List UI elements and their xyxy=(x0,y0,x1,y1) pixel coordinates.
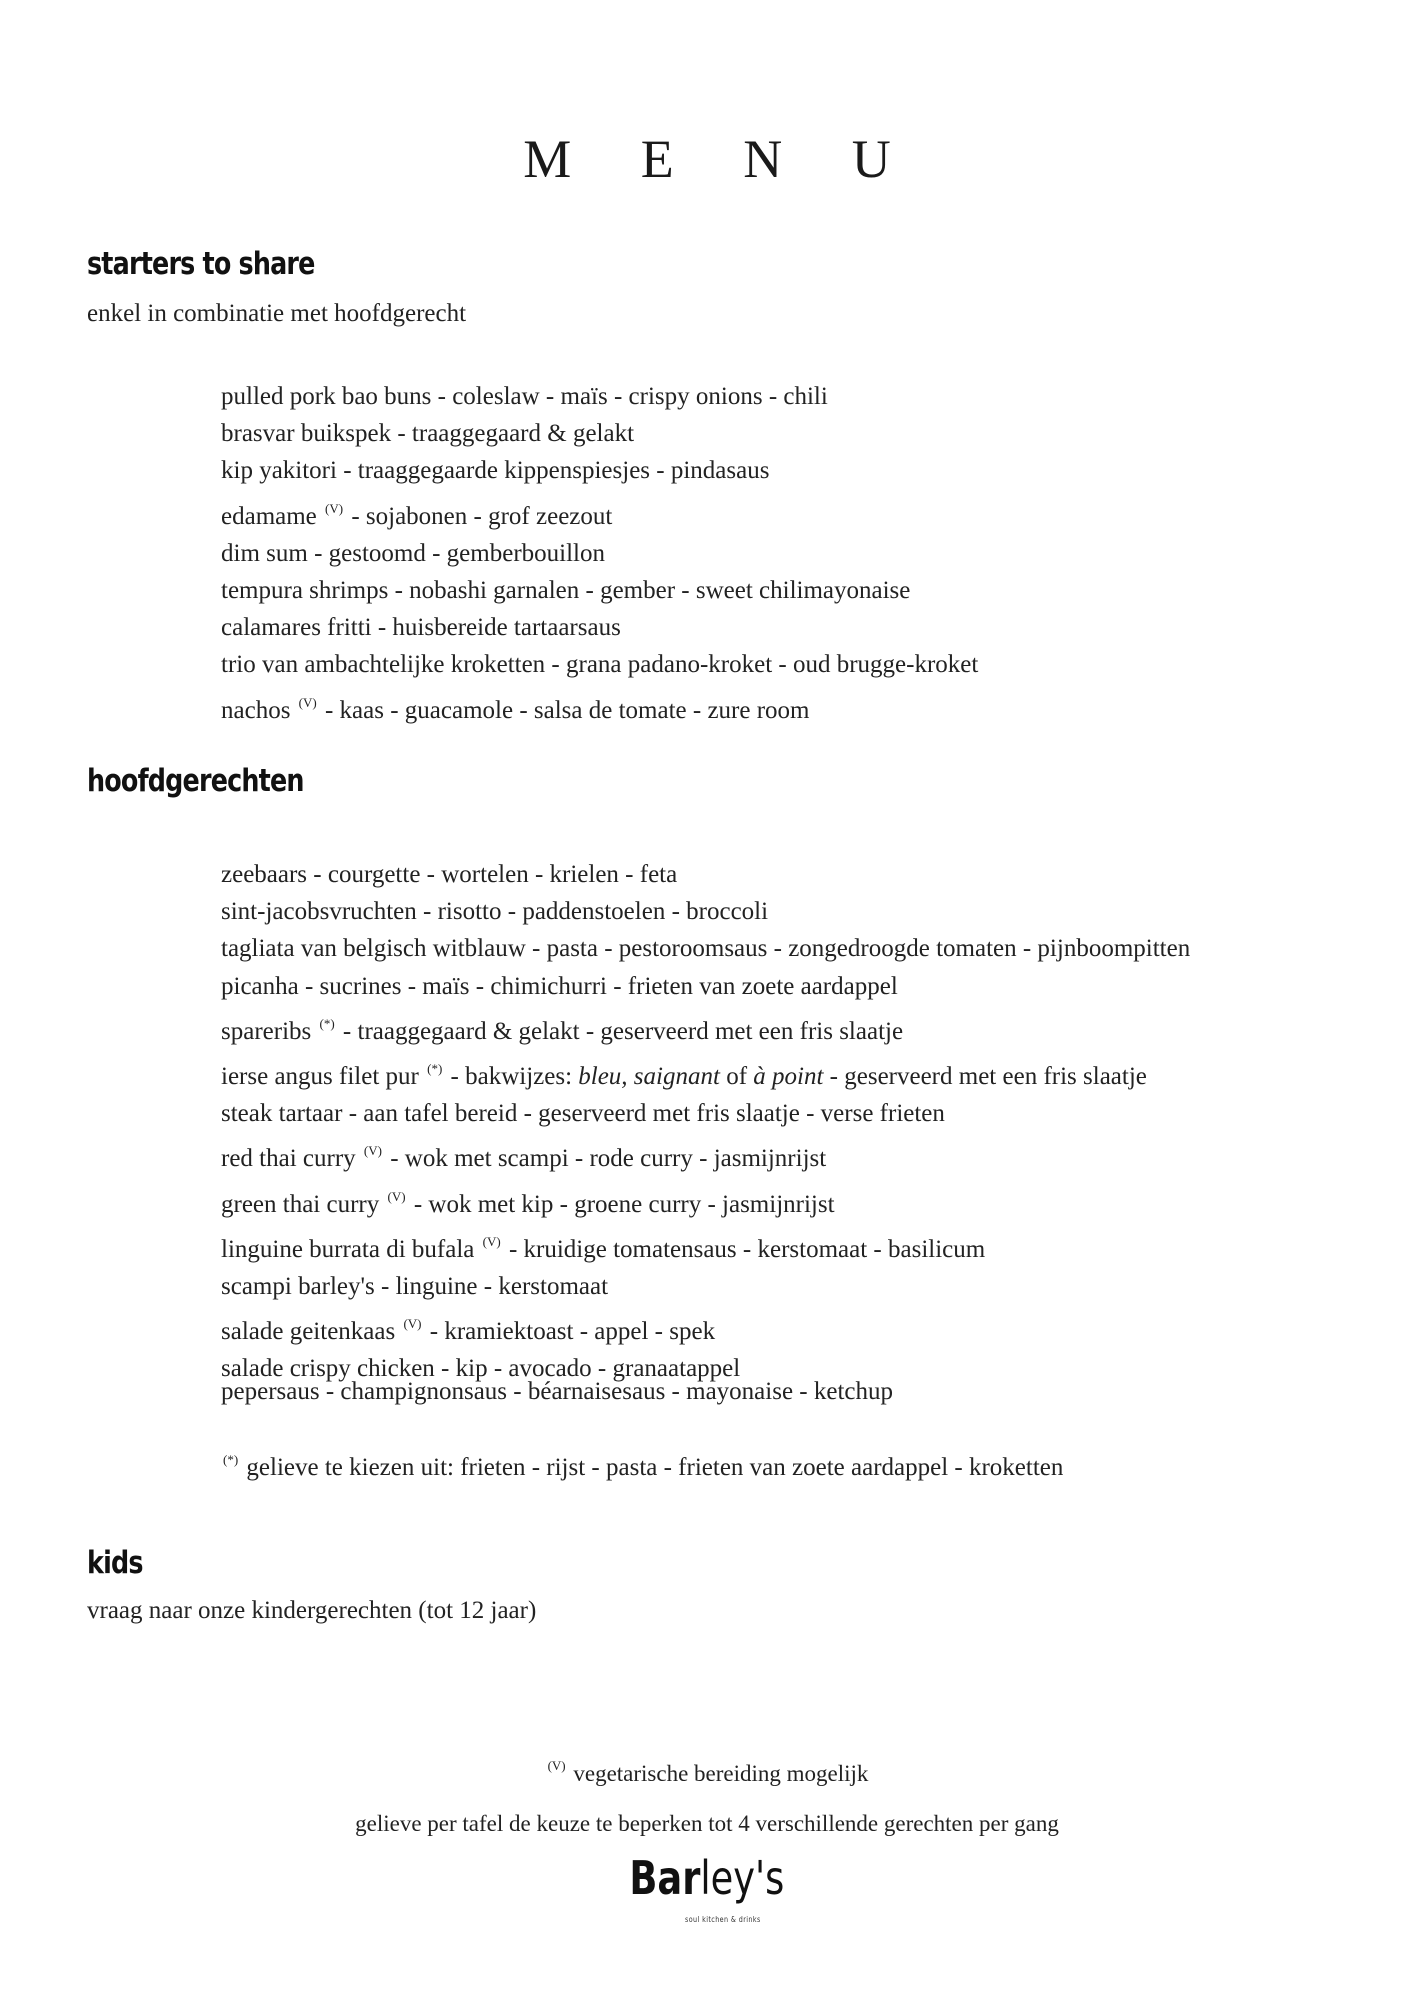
vegetarian-text: vegetarische bereiding mogelijk xyxy=(573,1761,869,1786)
menu-item-before: green thai curry xyxy=(221,1190,380,1218)
sauces-line: pepersaus - champignonsaus - béarnaisesaus - mayonaise - ketchup xyxy=(221,1378,893,1405)
menu-item xyxy=(221,968,1190,1005)
menu-item xyxy=(221,1095,1190,1132)
menu-item-mark: (*) xyxy=(427,1061,443,1077)
mains-heading: hoofdgerechten xyxy=(87,763,304,799)
menu-item-before: ierse angus filet pur xyxy=(221,1063,419,1091)
menu-item-mark: (V) xyxy=(363,1143,382,1159)
kids-subtitle: vraag naar onze kindergerechten (tot 12 jaar) xyxy=(87,1597,537,1624)
menu-item-before: nachos xyxy=(221,696,291,724)
menu-item-mark: (V) xyxy=(387,1188,406,1204)
menu-item xyxy=(221,572,978,609)
menu-item-before: spareribs xyxy=(221,1017,312,1045)
menu-item xyxy=(221,1050,1190,1095)
logo-tagline: soul kitchen & drinks xyxy=(685,1915,761,1924)
menu-item-mark: (V) xyxy=(298,694,317,710)
menu-item-italic1: bleu, saignant xyxy=(578,1063,720,1091)
logo-wordmark xyxy=(629,1851,785,1943)
menu-item-before: red thai curry xyxy=(221,1145,356,1173)
menu-item-before: brasvar buikspek - traaggegaard & gelakt xyxy=(221,420,635,448)
menu-item xyxy=(221,930,1190,967)
menu-item-mark: (V) xyxy=(325,500,344,516)
mains-list xyxy=(221,856,1190,1388)
menu-item xyxy=(221,609,978,646)
menu-item xyxy=(221,684,978,729)
menu-item-before: zeebaars - courgette - wortelen - krielen - feta xyxy=(221,861,678,888)
menu-item xyxy=(221,378,978,415)
vegetarian-note xyxy=(0,1758,1414,1787)
kids-heading: kids xyxy=(87,1545,143,1581)
vegetarian-mark: (V) xyxy=(547,1758,566,1773)
menu-item-before: trio van ambachtelijke kroketten - grana padano-kroket - oud brugge-kroket xyxy=(221,651,979,679)
menu-item-after: - bakwijzes: xyxy=(450,1063,573,1091)
menu-item xyxy=(221,646,978,683)
menu-item-after2: - geserveerd met een fris slaatje xyxy=(829,1063,1147,1091)
side-dish-note xyxy=(221,1452,1063,1482)
menu-item xyxy=(221,490,978,535)
asterisk-mark: (*) xyxy=(223,1452,239,1467)
menu-item-after: - kruidige tomatensaus - kerstomaat - basilicum xyxy=(508,1235,986,1263)
menu-item xyxy=(221,452,978,489)
menu-item-before: tempura shrimps - nobashi garnalen - gember - sweet chilimayonaise xyxy=(221,577,911,605)
menu-item xyxy=(221,893,1190,930)
menu-item-before: picanha - sucrines - maïs - chimichurri - frieten van zoete aardappel xyxy=(221,972,898,1000)
menu-item-before: linguine burrata di bufala xyxy=(221,1235,475,1263)
menu-item xyxy=(221,1005,1190,1050)
starters-subtitle: enkel in combinatie met hoofdgerecht xyxy=(87,300,467,327)
menu-item xyxy=(221,1132,1190,1177)
menu-item-before: steak tartaar - aan tafel bereid - geserveerd met fris slaatje - verse frieten xyxy=(221,1100,945,1128)
menu-item-after: - traaggegaard & gelakt - geserveerd met een fris slaatje xyxy=(342,1017,904,1045)
menu-item-before: calamares fritti - huisbereide tartaarsaus xyxy=(221,614,621,642)
menu-item xyxy=(221,1305,1190,1350)
limit-note: gelieve per tafel de keuze te beperken tot 4 verschillende gerechten per gang xyxy=(355,1811,1059,1836)
menu-item-after: - kaas - guacamole - salsa de tomate - zure room xyxy=(324,696,810,724)
menu-item-before: salade crispy chicken - kip - avocado - granaatappel xyxy=(221,1355,741,1383)
menu-item-after: - kramiektoast - appel - spek xyxy=(429,1318,716,1346)
menu-item xyxy=(221,1268,1190,1305)
menu-item-after: - wok met kip - groene curry - jasmijnrijst xyxy=(413,1190,835,1218)
menu-item-before: edamame xyxy=(221,502,317,530)
menu-item-before: pulled pork bao buns - coleslaw - maïs - crispy onions - chili xyxy=(221,383,828,410)
menu-item-mid: of xyxy=(726,1063,748,1091)
menu-item-italic2: à point xyxy=(753,1063,824,1091)
menu-item-before: scampi barley's - linguine - kerstomaat xyxy=(221,1273,609,1301)
menu-item-before: kip yakitori - traaggegaarde kippenspiesjes - pindasaus xyxy=(221,457,770,485)
menu-item xyxy=(221,415,978,452)
menu-item-before: salade geitenkaas xyxy=(221,1318,396,1346)
starters-list xyxy=(221,378,978,729)
logo-bold: Bar xyxy=(629,1851,701,1905)
menu-item-after: - sojabonen - grof zeezout xyxy=(351,502,613,530)
menu-item-after: - wok met scampi - rode curry - jasmijnrijst xyxy=(390,1145,827,1173)
menu-item-mark: (V) xyxy=(403,1316,422,1332)
menu-item-before: tagliata van belgisch witblauw - pasta - pestoroomsaus - zongedroogde tomaten - pijnboompitten xyxy=(221,935,1191,963)
menu-item-mark: (*) xyxy=(319,1015,335,1031)
barleys-logo xyxy=(0,1851,1414,1943)
page-title: M E N U xyxy=(523,129,919,189)
menu-item xyxy=(221,1178,1190,1223)
menu-item-before: dim sum - gestoomd - gemberbouillon xyxy=(221,539,605,567)
menu-item xyxy=(221,1223,1190,1268)
side-dish-text: gelieve te kiezen uit: frieten - rijst - pasta - frieten van zoete aardappel - kroketten xyxy=(246,1454,1064,1481)
starters-heading: starters to share xyxy=(87,246,315,282)
menu-item-mark: (V) xyxy=(482,1233,501,1249)
menu-item-before: sint-jacobsvruchten - risotto - paddenstoelen - broccoli xyxy=(221,898,769,926)
menu-item xyxy=(221,856,1190,893)
menu-item xyxy=(221,535,978,572)
logo-rest: ley's xyxy=(700,1851,785,1905)
